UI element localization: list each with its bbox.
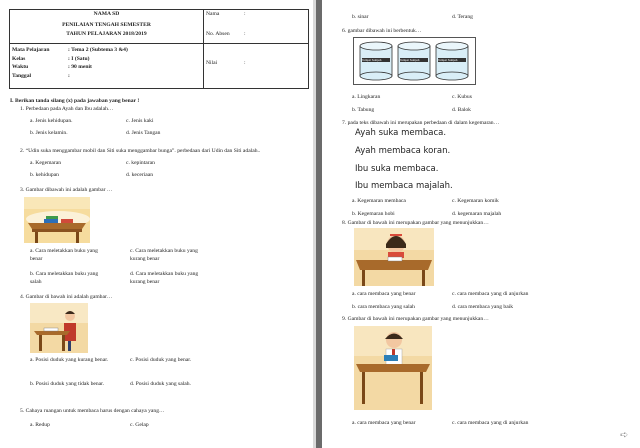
q7-option-a[interactable]: a. Kegemaran membaca <box>352 198 406 204</box>
nilai-colon: : <box>244 60 246 66</box>
nilai-label: Nilai <box>206 60 218 66</box>
section-title: I. Berikan tanda silang (x) pada jawaban yang benar ! <box>10 98 140 104</box>
page-turn-icon[interactable]: ➪ <box>620 430 629 441</box>
q5-option-b[interactable]: b. sinar <box>352 14 369 20</box>
q6-option-a[interactable]: a. Lingkaran <box>352 94 381 100</box>
field-value-class: : I (Satu) <box>68 55 90 62</box>
field-label-time: Waktu <box>12 64 29 71</box>
q1-option-c[interactable]: c. Jenis kaki <box>126 118 154 124</box>
q7-line-1: Ayah suka membaca. <box>355 128 447 138</box>
header-table <box>9 9 309 89</box>
can-label-3: Tempat Sampah <box>438 58 458 62</box>
q4-text: 4. Gambar di bawah ini adalah gambar… <box>20 294 113 300</box>
left-page <box>0 0 316 448</box>
q7-option-c[interactable]: c. Kegemaran komik <box>452 198 499 204</box>
q8-option-b[interactable]: b. cara membaca yang salah <box>352 304 415 310</box>
q8-image-child-reading <box>354 228 434 286</box>
q7-line-3: Ibu suka membaca. <box>355 164 439 174</box>
absen-colon: : <box>244 31 246 37</box>
q9-option-c[interactable]: c. cara membaca yang di anjurkan <box>452 420 529 426</box>
q4-option-c[interactable]: c. Posisi duduk yang benar. <box>130 357 192 363</box>
q7-text: 7. pada teks dibawah ini merupakan perbedaan di dalam kegemaran… <box>342 120 500 126</box>
q1-option-a[interactable]: a. Jenis kehidupan. <box>30 118 73 124</box>
q5-option-a[interactable]: a. Redup <box>30 422 50 428</box>
q2-option-a[interactable]: a. Kegemaran <box>30 160 62 166</box>
q5-text: 5. Cahaya ruangan untuk membaca harus dengan cahaya yang… <box>20 408 165 414</box>
q7-option-b[interactable]: b. Kegemaran hobi <box>352 211 395 217</box>
school-name: NAMA SD <box>93 11 120 17</box>
field-value-time: : 90 menit <box>68 64 92 71</box>
school-year: TAHUN PELAJARAN 2018/2019 <box>66 31 147 37</box>
q1-text: 1. Perbedaan pada Ayah dan Ibu adalah… <box>20 106 114 112</box>
field-label-date: Tanggal <box>12 72 32 79</box>
q6-option-c[interactable]: c. Kubus <box>452 94 472 100</box>
q8-text: 8. Gambar di bawah ini merupakan gambar yang menunjukkan… <box>342 220 489 226</box>
can-label-1: Tempat Sampah <box>362 58 382 62</box>
field-value-subject: : Tema 2 (Subtema 3 &4) <box>68 47 128 53</box>
q2-option-b[interactable]: b. kehidupan <box>30 172 59 178</box>
q8-option-d[interactable]: d. cara membaca yang baik <box>452 304 514 310</box>
q7-line-4: Ibu membaca majalah. <box>355 181 453 191</box>
q3-option-c-line1[interactable]: c. Cara meletakkan buku yang <box>130 248 198 254</box>
q7-option-d[interactable]: d. kegemaran majalah <box>452 211 502 217</box>
q6-image-trash-bins <box>353 37 476 85</box>
q4-image-child-sitting <box>30 303 88 353</box>
q4-option-b[interactable]: b. Posisi duduk yang tidak benar. <box>30 381 105 387</box>
q6-option-b[interactable]: b. Tabung <box>352 107 375 113</box>
q3-image-books-on-table <box>24 197 90 243</box>
q8-option-a[interactable]: a. cara membaca yang benar <box>352 291 416 297</box>
q3-option-c-line2[interactable]: kurang benar <box>130 256 160 262</box>
q3-option-b-line2[interactable]: salah <box>30 279 42 285</box>
q4-option-d[interactable]: d. Posisi duduk yang salah. <box>130 381 191 387</box>
q3-text: 3. Gambar dibawah ini adalah gambar … <box>20 187 113 193</box>
nama-label: Nama <box>206 11 220 17</box>
left-scrollbar[interactable] <box>313 0 316 448</box>
right-page <box>322 0 640 448</box>
q3-option-a-line2[interactable]: benar <box>30 256 43 262</box>
q9-image-child-reading-at-desk <box>354 326 432 410</box>
nama-colon: : <box>244 11 246 17</box>
q1-option-d[interactable]: d. Jenis Tangan <box>126 130 161 136</box>
exam-title: PENILAIAN TENGAH SEMESTER <box>62 22 151 28</box>
q2-option-d[interactable]: d. keceriaan <box>126 172 154 178</box>
q4-option-a[interactable]: a. Posisi duduk yang kurang benar. <box>30 357 109 363</box>
q2-option-c[interactable]: c. kepintaran <box>126 160 155 166</box>
absen-label: No. Absen <box>206 31 230 37</box>
q9-option-a[interactable]: a. cara membaca yang benar <box>352 420 416 426</box>
can-label-2: Tempat Sampah <box>400 58 420 62</box>
q8-option-c[interactable]: c. cara membaca yang di anjurkan <box>452 291 529 297</box>
q9-text: 9. Gambar di bawah ini merupakan gambar yang menunjukkan… <box>342 316 489 322</box>
q5-option-d[interactable]: d. Terang <box>452 14 473 20</box>
q3-option-d-line1[interactable]: d. Cara meletakkan buku yang <box>130 271 199 277</box>
q7-line-2: Ayah membaca koran. <box>355 146 451 156</box>
q1-option-b[interactable]: b. Jenis kelamin. <box>30 130 68 136</box>
field-label-class: Kelas <box>12 55 26 62</box>
q5-option-c[interactable]: c. Gelap <box>130 422 149 428</box>
q2-text: 2. “Udin suka menggambar mobil dan Siti suka menggambar bunga”. perbedaan dari Udin dan Siti adalah.. <box>20 148 261 154</box>
q6-text: 6. gambar dibawah ini berbentuk… <box>342 28 422 34</box>
q6-option-d[interactable]: d. Balok <box>452 107 471 113</box>
q3-option-a-line1[interactable]: a. Cara meletakkan buku yang <box>30 248 98 254</box>
field-value-date: : <box>68 72 70 79</box>
q3-option-b-line1[interactable]: b. Cara meletakkan buku yang <box>30 271 99 277</box>
field-label-subject: Mata Pelajaran <box>12 47 50 53</box>
q3-option-d-line2[interactable]: kurang benar <box>130 279 160 285</box>
